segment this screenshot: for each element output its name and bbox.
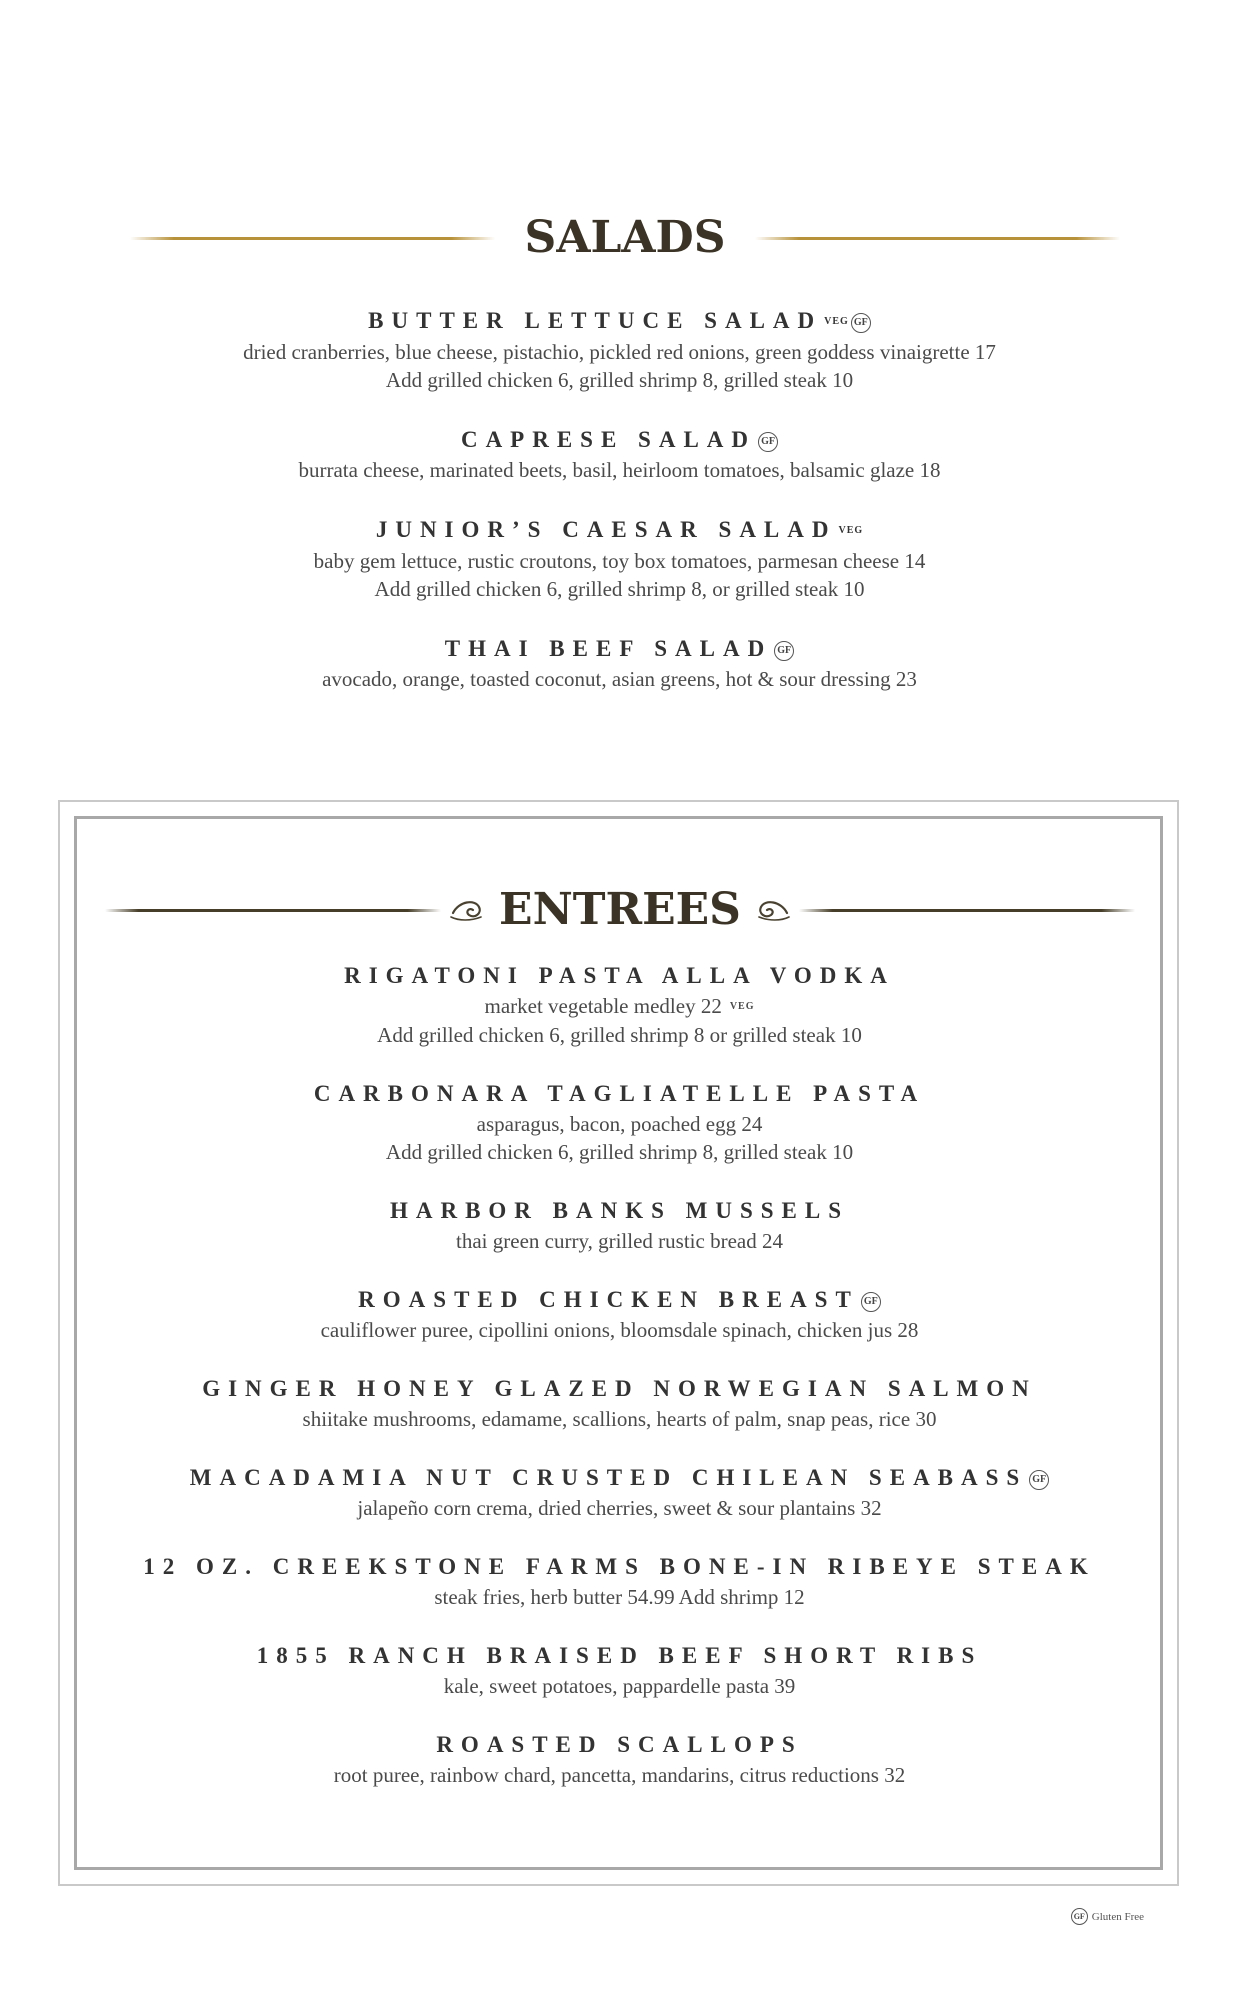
menu-item (0, 1729, 1239, 1789)
menu-item-name (0, 305, 1239, 338)
menu-item-name (0, 1078, 1239, 1110)
menu-item-description (0, 1672, 1239, 1700)
menu-item-description (0, 575, 1239, 603)
menu-item-description-text: Add grilled chicken 6, grilled shrimp 8 or grilled steak 10 (377, 1023, 862, 1047)
dark-divider-left (105, 909, 441, 912)
menu-item-description (0, 1138, 1239, 1166)
menu-item (0, 1373, 1239, 1433)
menu-item-name (0, 1373, 1239, 1405)
menu-item-description-text: Add grilled chicken 6, grilled shrimp 8, grilled steak 10 (385, 1140, 854, 1164)
menu-item-description-text: baby gem lettuce, rustic croutons, toy box tomatoes, parmesan cheese 14 (313, 549, 926, 573)
menu-item-name (0, 1284, 1239, 1316)
menu-item-description-text: jalapeño corn crema, dried cherries, sweet & sour plantains 32 (357, 1496, 882, 1520)
menu-item-name (0, 424, 1239, 456)
menu-item-description-text: root puree, rainbow chard, pancetta, mandarins, citrus reductions 32 (333, 1763, 906, 1787)
menu-item-description-text: thai green curry, grilled rustic bread 24 (456, 1229, 783, 1253)
menu-item-description-text: cauliflower puree, cipollini onions, bloomsdale spinach, chicken jus 28 (320, 1318, 919, 1342)
menu-item (0, 1078, 1239, 1166)
gold-divider-right (755, 237, 1120, 240)
menu-item-description (0, 1021, 1239, 1049)
menu-item-description-text: steak fries, herb butter 54.99 Add shrimp 12 (434, 1585, 805, 1609)
swirl-ornament-icon (747, 893, 799, 928)
menu-item-description (0, 338, 1239, 366)
menu-item-description-text: avocado, orange, toasted coconut, asian greens, hot & sour dressing 23 (322, 667, 917, 691)
menu-item (0, 1284, 1239, 1344)
entrees-header (105, 880, 1135, 940)
salads-header (130, 208, 1120, 268)
menu-item-name-text: HARBOR BANKS MUSSELS (389, 1198, 850, 1223)
gluten-free-badge-icon: GF (1029, 1470, 1049, 1490)
menu-item-description-text: asparagus, bacon, poached egg 24 (476, 1112, 763, 1136)
menu-item-name-text: ROASTED CHICKEN BREAST (358, 1287, 859, 1312)
menu-item-name-text: RIGATONI PASTA ALLA VODKA (344, 963, 895, 988)
menu-item-description (0, 366, 1239, 394)
menu-item-description (0, 992, 1239, 1021)
menu-item (0, 305, 1239, 394)
menu-item-name (0, 960, 1239, 992)
menu-item-description-text: market vegetable medley 22 (484, 994, 722, 1018)
menu-item-description (0, 456, 1239, 484)
menu-item-description (0, 547, 1239, 575)
vegetarian-tag: VEG (838, 525, 864, 536)
menu-item-name-text: MACADAMIA NUT CRUSTED CHILEAN SEABASS (189, 1465, 1028, 1490)
menu-item-description (0, 1227, 1239, 1255)
menu-item-name-text: CAPRESE SALAD (460, 427, 757, 452)
menu-item-name (0, 1551, 1239, 1583)
gluten-free-legend (1069, 1908, 1144, 1925)
menu-item-name-text: 12 OZ. CREEKSTONE FARMS BONE-IN RIBEYE STEAK (143, 1554, 1096, 1579)
menu-item-name-text: CARBONARA TAGLIATELLE PASTA (313, 1081, 926, 1106)
menu-item-name-text: 1855 RANCH BRAISED BEEF SHORT RIBS (256, 1643, 983, 1668)
menu-item (0, 960, 1239, 1049)
menu-item-description (0, 1494, 1239, 1522)
menu-item (0, 424, 1239, 484)
menu-item-description-text: dried cranberries, blue cheese, pistachio, pickled red onions, green goddess vinaigrette 17 (243, 340, 996, 364)
menu-item-name (0, 1195, 1239, 1227)
menu-item-name (0, 633, 1239, 665)
salads-list (0, 305, 1239, 723)
gluten-free-badge-icon: GF (774, 641, 794, 661)
menu-item-name-text: BUTTER LETTUCE SALAD (368, 308, 823, 333)
menu-item-description-text: kale, sweet potatoes, pappardelle pasta 39 (443, 1674, 796, 1698)
vegetarian-tag: VEG (729, 1001, 755, 1012)
menu-item-name (0, 514, 1239, 547)
entrees-list (0, 960, 1239, 1818)
legend-label: Gluten Free (1091, 1910, 1144, 1923)
menu-item-name-text: JUNIOR’S CAESAR SALAD (375, 517, 837, 542)
menu-item-description-text: shiitake mushrooms, edamame, scallions, hearts of palm, snap peas, rice 30 (302, 1407, 937, 1431)
menu-item (0, 1462, 1239, 1522)
menu-item-description (0, 1316, 1239, 1344)
menu-item-description (0, 1405, 1239, 1433)
menu-item-description (0, 665, 1239, 693)
menu-item-name-text: THAI BEEF SALAD (444, 636, 773, 661)
menu-item-description-text: Add grilled chicken 6, grilled shrimp 8, grilled steak 10 (385, 368, 854, 392)
dark-divider-right (799, 909, 1135, 912)
menu-item (0, 514, 1239, 603)
menu-item-description-text: Add grilled chicken 6, grilled shrimp 8, or grilled steak 10 (374, 577, 865, 601)
menu-item (0, 1195, 1239, 1255)
menu-item (0, 1640, 1239, 1700)
gluten-free-badge-icon: GF (758, 432, 778, 452)
menu-item-name-text: GINGER HONEY GLAZED NORWEGIAN SALMON (202, 1376, 1037, 1401)
menu-item-description (0, 1761, 1239, 1789)
menu-item-name-text: ROASTED SCALLOPS (436, 1732, 803, 1757)
menu-item (0, 633, 1239, 693)
menu-item (0, 1551, 1239, 1611)
gluten-free-badge-icon: GF (851, 313, 871, 333)
menu-item-description-text: burrata cheese, marinated beets, basil, heirloom tomatoes, balsamic glaze 18 (298, 458, 941, 482)
vegetarian-tag: VEG (824, 316, 849, 327)
gluten-free-badge-icon: GF (861, 1292, 881, 1312)
menu-item-name (0, 1729, 1239, 1761)
swirl-ornament-icon (441, 893, 493, 928)
menu-item-description (0, 1583, 1239, 1611)
entrees-title: ENTREES (499, 884, 741, 935)
gluten-free-badge-icon: GF (1071, 1908, 1088, 1925)
menu-item-description (0, 1110, 1239, 1138)
gold-divider-left (130, 237, 495, 240)
menu-item-name (0, 1462, 1239, 1494)
salads-title: SALADS (524, 212, 726, 263)
menu-item-name (0, 1640, 1239, 1672)
